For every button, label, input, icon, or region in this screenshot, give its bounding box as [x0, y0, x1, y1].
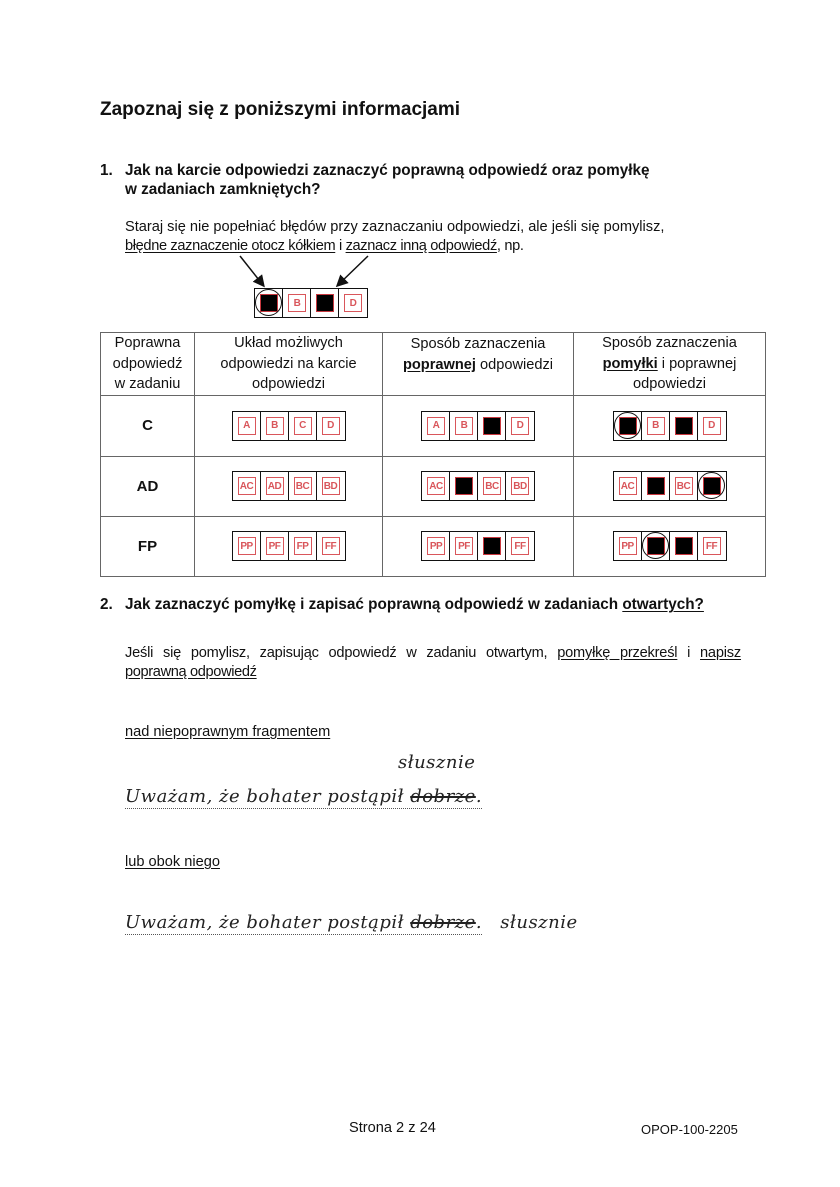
answer-option-box: D	[344, 294, 362, 312]
filled-answer-box	[483, 417, 501, 435]
header-line	[383, 355, 573, 376]
header-correct-answer	[101, 333, 195, 396]
correct-cell	[383, 456, 574, 516]
answer-option-box: BC	[294, 477, 312, 495]
instruction-end: , np.	[496, 238, 524, 254]
header-line: odpowiedź	[112, 355, 183, 372]
mistake-circle	[614, 412, 641, 439]
answer-cell	[261, 472, 289, 500]
answer-cell	[261, 532, 289, 560]
document-code: OPOP-100-2205	[641, 1122, 738, 1137]
table-header-row	[101, 333, 766, 396]
header-line: Poprawna	[114, 335, 181, 351]
instruction-underlined-3: poprawną odpowiedź	[125, 664, 257, 680]
answer-option-box: FF	[322, 537, 340, 555]
instruction-underlined-2: zaznacz inną odpowiedź	[345, 238, 497, 254]
answer-cell	[698, 472, 726, 500]
answer-option-box: A	[238, 417, 256, 435]
sentence-period: .	[475, 786, 483, 807]
answer-option-box: FF	[703, 537, 721, 555]
sentence-text: Uważam, że bohater postąpił	[125, 786, 411, 807]
answer-cell	[614, 472, 642, 500]
answer-cell	[506, 532, 534, 560]
table-row	[101, 395, 766, 456]
answer-cell	[233, 532, 261, 560]
answer-cell	[422, 412, 450, 440]
answer-cell	[478, 412, 506, 440]
layout-cell	[195, 395, 383, 456]
answer-cell	[317, 472, 345, 500]
answer-option-box: AC	[238, 477, 256, 495]
answer-cell	[422, 472, 450, 500]
question-text-line2: w zadaniach zamkniętych?	[125, 181, 321, 198]
header-line: w zadaniu	[114, 376, 181, 392]
table-row	[101, 456, 766, 516]
answer-option-box: BD	[511, 477, 529, 495]
answer-cell	[233, 472, 261, 500]
header-text: odpowiedzi	[475, 356, 554, 373]
header-line: odpowiedzi	[251, 376, 326, 392]
table-row	[101, 516, 766, 576]
answer-cell	[450, 532, 478, 560]
correct-answer-boxes	[421, 531, 535, 561]
header-line	[574, 354, 765, 375]
filled-answer-box	[316, 294, 334, 312]
q2-instruction-line1	[125, 644, 741, 663]
mistake-answer-boxes	[613, 471, 727, 501]
layout-cell	[195, 456, 383, 516]
answer-option-box: D	[322, 417, 340, 435]
answer-option-box: B	[288, 294, 306, 312]
layout-answer-boxes	[232, 411, 346, 441]
row-answer: C	[101, 395, 195, 456]
mistake-cell	[574, 516, 766, 576]
correct-answer-boxes	[421, 411, 535, 441]
answer-option-box: AC	[427, 477, 445, 495]
answer-option-box: PP	[619, 537, 637, 555]
answer-cell	[642, 472, 670, 500]
answer-cell	[450, 472, 478, 500]
instruction-plain: Jeśli się pomylisz, zapisując odpowiedź w zadaniu otwartym,	[125, 645, 558, 661]
answer-option-box: AD	[266, 477, 284, 495]
header-line: odpowiedzi	[632, 376, 707, 392]
answer-option-box: B	[455, 417, 473, 435]
correct-cell	[383, 516, 574, 576]
header-layout	[195, 333, 383, 396]
answer-option-box: B	[647, 417, 665, 435]
answer-cell	[478, 472, 506, 500]
answer-cell	[317, 412, 345, 440]
crossed-out-word: dobrze	[410, 912, 476, 933]
answer-cell	[289, 532, 317, 560]
mistake-circle	[642, 532, 669, 559]
q2-instruction-line2	[125, 663, 257, 682]
example-arrows	[0, 0, 840, 330]
sentence-text: Uważam, że bohater postąpił	[125, 912, 411, 933]
page-title: Zapoznaj się z poniższymi informacjami	[100, 99, 461, 120]
variant-above-text: nad niepoprawnym fragmentem	[125, 724, 331, 740]
variant-beside-text: lub obok niego	[125, 854, 220, 870]
variant-above-label	[125, 723, 330, 742]
answer-option-box: D	[511, 417, 529, 435]
answer-cell	[642, 532, 670, 560]
answer-cell	[311, 289, 339, 317]
filled-answer-box	[483, 537, 501, 555]
question-number: 2.	[100, 596, 113, 613]
example-answer-boxes	[254, 288, 368, 318]
crossed-out-word: dobrze	[410, 786, 476, 807]
answer-cell	[255, 289, 283, 317]
marking-rules-table	[100, 332, 766, 577]
handwritten-sentence-1	[125, 786, 482, 807]
answer-option-box: BC	[483, 477, 501, 495]
header-text: i poprawnej	[657, 355, 737, 372]
sentence-underline	[125, 912, 482, 935]
instruction-underlined-2: napisz	[700, 645, 742, 661]
answer-cell	[283, 289, 311, 317]
instruction-underlined-1: pomyłkę przekreśl	[557, 645, 678, 661]
answer-option-box: AC	[619, 477, 637, 495]
instruction-line1: Staraj się nie popełniać błędów przy zaznaczaniu odpowiedzi, ale jeśli się pomylisz,	[125, 219, 665, 235]
correct-cell	[383, 395, 574, 456]
mistake-cell	[574, 456, 766, 516]
answer-cell	[670, 472, 698, 500]
answer-cell	[506, 472, 534, 500]
filled-answer-box	[455, 477, 473, 495]
handwritten-sentence-2	[125, 912, 578, 933]
answer-option-box: FP	[294, 537, 312, 555]
answer-cell	[339, 289, 367, 317]
layout-answer-boxes	[232, 531, 346, 561]
answer-cell	[670, 412, 698, 440]
answer-option-box: BC	[675, 477, 693, 495]
answer-cell	[614, 412, 642, 440]
answer-option-box: BD	[322, 477, 340, 495]
arrow-to-circled	[240, 256, 263, 285]
row-answer: FP	[101, 516, 195, 576]
header-line: Układ możliwych	[234, 335, 343, 351]
answer-option-box: C	[294, 417, 312, 435]
answer-option-box: PP	[238, 537, 256, 555]
answer-cell	[478, 532, 506, 560]
answer-cell	[317, 532, 345, 560]
answer-option-box: D	[703, 417, 721, 435]
mistake-answer-boxes	[613, 531, 727, 561]
answer-option-box: FF	[511, 537, 529, 555]
question-text-underlined: otwartych?	[622, 596, 704, 613]
answer-cell	[422, 532, 450, 560]
header-mistake-marking	[574, 333, 766, 396]
row-answer: AD	[101, 456, 195, 516]
answer-cell	[289, 412, 317, 440]
header-line: odpowiedzi na karcie	[220, 355, 357, 372]
answer-option-box: A	[427, 417, 445, 435]
arrow-to-correct	[338, 256, 368, 285]
mistake-answer-boxes	[613, 411, 727, 441]
answer-cell	[450, 412, 478, 440]
answer-cell	[698, 532, 726, 560]
header-correct-marking	[383, 333, 574, 396]
filled-answer-box	[647, 477, 665, 495]
answer-cell	[698, 412, 726, 440]
filled-answer-box	[675, 537, 693, 555]
filled-answer-box	[675, 417, 693, 435]
variant-beside-label	[125, 853, 220, 872]
page-number: Strona 2 z 24	[349, 1120, 436, 1136]
handwritten-correction-beside: słusznie	[500, 912, 578, 933]
mistake-cell	[574, 395, 766, 456]
question-number: 1.	[100, 162, 113, 179]
mistake-circle	[255, 289, 282, 316]
header-line: Sposób zaznaczenia	[602, 335, 737, 351]
question-text-plain: Jak zaznaczyć pomyłkę i zapisać poprawną odpowiedź w zadaniach	[125, 596, 623, 613]
answer-cell	[614, 532, 642, 560]
layout-answer-boxes	[232, 471, 346, 501]
header-emphasis: pomyłki	[602, 355, 658, 372]
answer-cell	[642, 412, 670, 440]
correct-answer-boxes	[421, 471, 535, 501]
answer-option-box: PF	[266, 537, 284, 555]
mistake-circle	[698, 472, 725, 499]
question-text-line1: Jak na karcie odpowiedzi zaznaczyć poprawną odpowiedź oraz pomyłkę	[125, 162, 650, 179]
answer-cell	[506, 412, 534, 440]
instruction-underlined-1: błędne zaznaczenie otocz kółkiem	[125, 238, 336, 254]
header-line: Sposób zaznaczenia	[410, 336, 546, 352]
instruction-connector: i	[677, 645, 701, 661]
answer-cell	[233, 412, 261, 440]
handwritten-correction-above: słusznie	[398, 752, 476, 773]
header-emphasis: poprawnej	[402, 356, 476, 373]
answer-cell	[261, 412, 289, 440]
sentence-underline	[125, 786, 482, 809]
layout-cell	[195, 516, 383, 576]
answer-option-box: B	[266, 417, 284, 435]
question-text	[125, 595, 704, 614]
answer-option-box: PP	[427, 537, 445, 555]
answer-cell	[670, 532, 698, 560]
sentence-period: .	[475, 912, 483, 933]
answer-option-box: PF	[455, 537, 473, 555]
instruction-connector: i	[335, 238, 346, 254]
answer-cell	[289, 472, 317, 500]
